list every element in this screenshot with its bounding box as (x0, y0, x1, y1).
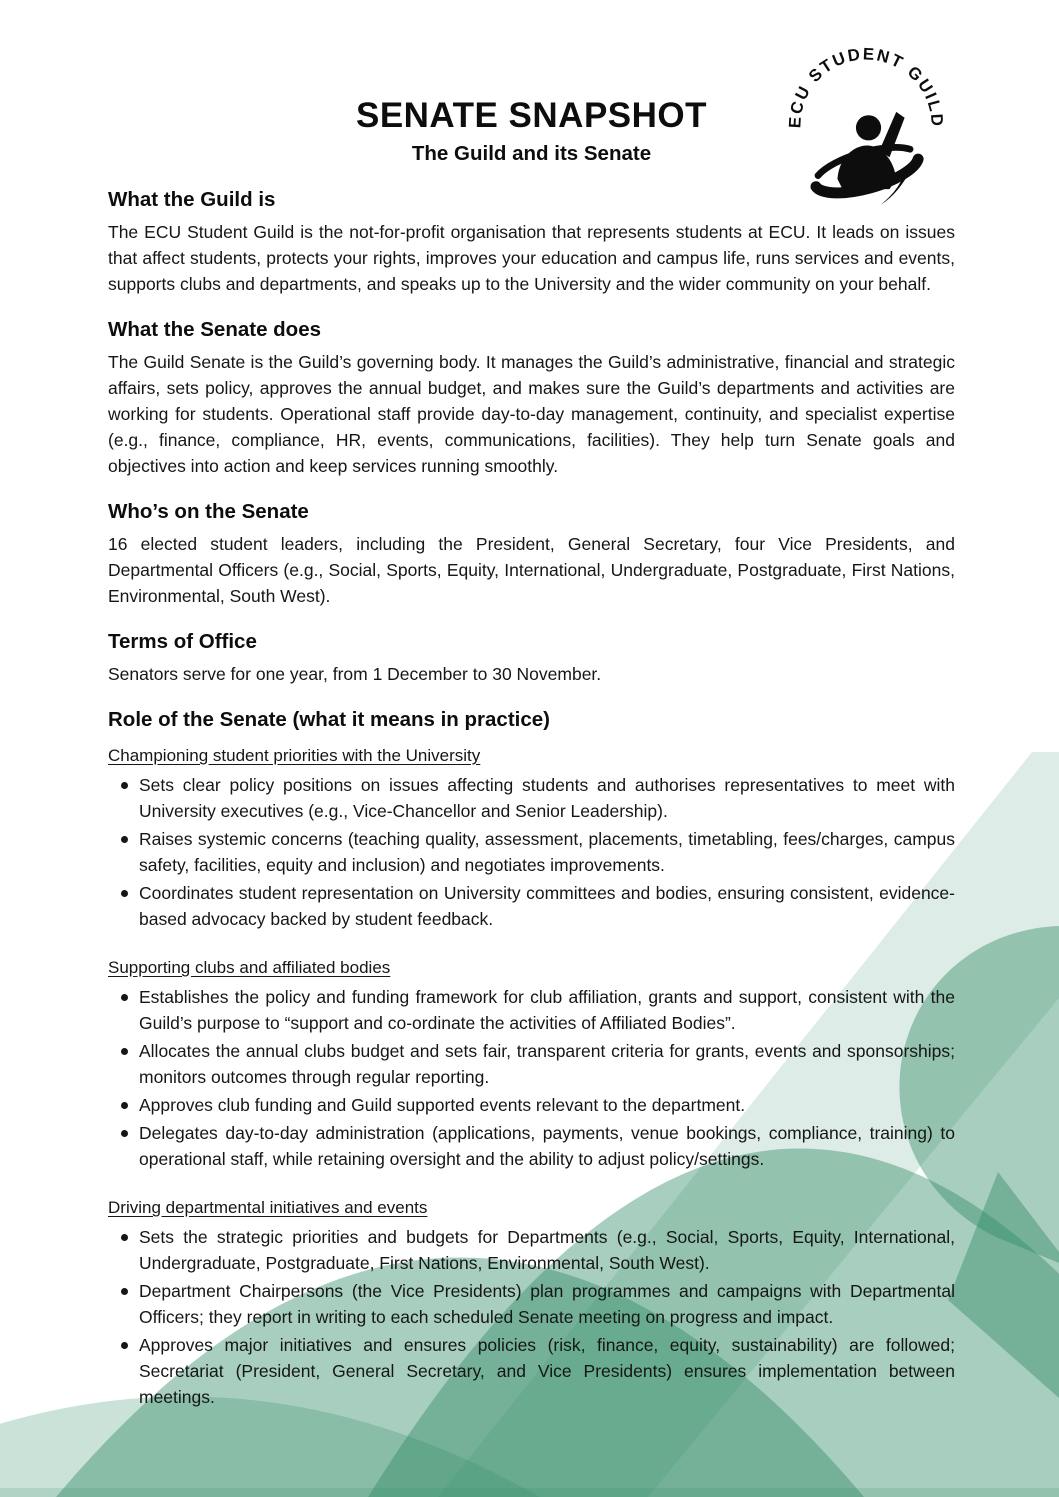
bullet-item (108, 1120, 955, 1172)
bullet-text: Coordinates student representation on University committees and bodies, ensuring consistent, evidence-based advocacy backed by student feedback. (139, 883, 955, 929)
info-section (108, 499, 955, 609)
bullet-icon (121, 1048, 128, 1055)
bullet-text: Sets the strategic priorities and budgets for Departments (e.g., Social, Sports, Equity, International, Undergraduate, Postgraduate, First Nations, Environmental, South West). (139, 1227, 955, 1273)
subsection-heading: Championing student priorities with the University (108, 746, 481, 765)
bullet-item (108, 984, 955, 1036)
page-subtitle: The Guild and its Senate (411, 142, 652, 165)
section-paragraph: The ECU Student Guild is the not-for-profit organisation that represents students at ECU. It leads on issues that affect students, protects your rights, improves your education and campus life, runs services and events, supports clubs and departments, and speaks up to the University and the wider community on your behalf. (108, 222, 955, 294)
section-heading: Who’s on the Senate (108, 500, 309, 523)
bullet-list (108, 984, 955, 1172)
bullet-text: Allocates the annual clubs budget and sets fair, transparent criteria for grants, events and sponsorships; monitors outcomes through regular reporting. (139, 1041, 955, 1087)
bullet-icon (121, 1342, 128, 1349)
bullet-icon (121, 890, 128, 897)
bullet-item (108, 1038, 955, 1090)
bullet-text: Establishes the policy and funding framework for club affiliation, grants and support, consistent with the Guild’s purpose to “support and co-ordinate the activities of Affiliated Bodies”. (139, 987, 955, 1033)
figure-head-icon (856, 115, 881, 140)
bullet-item (108, 1278, 955, 1330)
role-subsections (108, 744, 955, 1410)
page-title: SENATE SNAPSHOT (355, 96, 708, 135)
info-sections (108, 187, 955, 687)
section-heading: Terms of Office (108, 630, 257, 653)
bullet-text: Sets clear policy positions on issues affecting students and authorises representatives to meet with University executives (e.g., Vice-Chancellor and Senior Leadership). (139, 775, 955, 821)
bullet-icon (121, 1234, 128, 1241)
logo-arc-text: ECU STUDENT GUILD (785, 46, 947, 129)
bullet-item (108, 826, 955, 878)
section-paragraph: The Guild Senate is the Guild’s governing body. It manages the Guild’s administrative, financial and strategic affairs, sets policy, approves the annual budget, and makes sure the Guild’s departments and activities are working for students. Operational staff provide day-to-day management, continuity, and specialist expertise (e.g., finance, compliance, HR, events, communications, facilities). They help turn Senate goals and objectives into action and keep services running smoothly. (108, 352, 955, 476)
section-heading: What the Guild is (108, 188, 276, 211)
section-paragraph: Senators serve for one year, from 1 December to 30 November. (108, 664, 602, 684)
section-paragraph: 16 elected student leaders, including the President, General Secretary, four Vice Presidents, and Departmental Officers (e.g., Social, Sports, Equity, International, Undergraduate, Postgraduate, First Nations, Environmental, South West). (108, 534, 955, 606)
bullet-icon (121, 994, 128, 1001)
bullet-item (108, 772, 955, 824)
role-section-heading: Role of the Senate (what it means in practice) (108, 708, 550, 731)
subsection-heading: Driving departmental initiatives and events (108, 1198, 428, 1217)
bullet-icon (121, 782, 128, 789)
bullet-text: Raises systemic concerns (teaching quality, assessment, placements, timetabling, fees/charges, campus safety, facilities, equity and inclusion) and negotiates improvements. (139, 829, 955, 875)
bullet-list (108, 1224, 955, 1410)
subsection-heading: Supporting clubs and affiliated bodies (108, 958, 391, 977)
bullet-icon (121, 836, 128, 843)
ecu-student-guild-logo (782, 46, 950, 218)
bullet-item (108, 1092, 955, 1118)
section-heading: What the Senate does (108, 318, 322, 341)
bullet-icon (121, 1288, 128, 1295)
info-section (108, 317, 955, 479)
bullet-text: Delegates day-to-day administration (applications, payments, venue bookings, compliance, training) to operational staff, while retaining oversight and the ability to adjust policy/settings. (139, 1123, 955, 1169)
info-section (108, 629, 955, 687)
role-subsection (108, 1196, 955, 1410)
bullet-text: Department Chairpersons (the Vice Presidents) plan programmes and campaigns with Departmental Officers; they report in writing to each scheduled Senate meeting on progress and impact. (139, 1281, 955, 1327)
bullet-list (108, 772, 955, 932)
bullet-icon (121, 1102, 128, 1109)
bullet-item (108, 880, 955, 932)
role-subsection (108, 956, 955, 1172)
logo-figure (810, 112, 927, 218)
bullet-item (108, 1224, 955, 1276)
role-subsection (108, 744, 955, 932)
bullet-text: Approves major initiatives and ensures policies (risk, finance, equity, sustainability) are followed; Secretariat (President, General Secretary, and Vice Presidents) ensures implementation between meetings. (139, 1335, 955, 1407)
bullet-item (108, 1332, 955, 1410)
bottom-strip-shape (0, 1488, 1059, 1497)
bullet-icon (121, 1130, 128, 1137)
bullet-text: Approves club funding and Guild supported events relevant to the department. (139, 1095, 746, 1115)
